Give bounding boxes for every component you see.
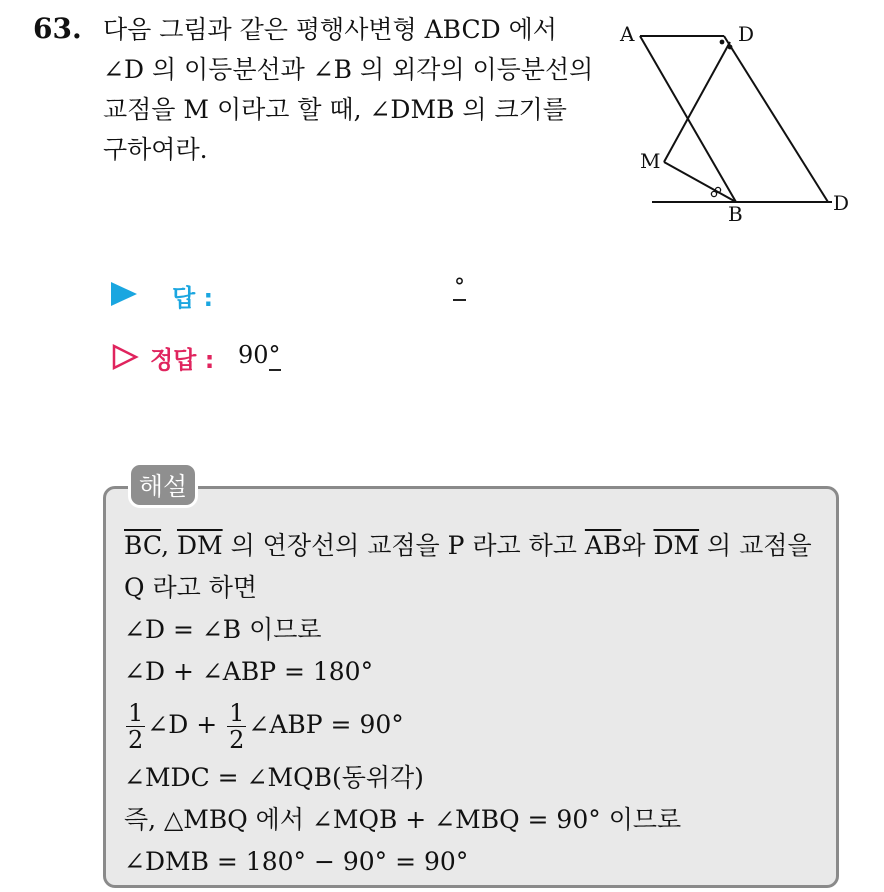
- bisector-dm: [664, 42, 730, 162]
- question-line: 다음 그림과 같은 평행사변형 ABCD 에서: [103, 15, 557, 44]
- solution-line-8: ∠DMB = 180° − 90° = 90°: [124, 847, 469, 876]
- question-text: [103, 10, 593, 170]
- answer-arrow-icon: [111, 282, 137, 306]
- question-line: 구하여라.: [103, 135, 208, 164]
- fraction-half: $\frac{1}{2}$: [128, 699, 144, 754]
- segment-dm: $\overline{DM}$: [176, 531, 223, 560]
- label-a: A: [620, 22, 635, 46]
- segment-dm: $\overline{DM}$: [653, 531, 700, 560]
- label-d-top: D: [738, 22, 755, 46]
- answer-unit: °: [454, 275, 465, 300]
- answer-label: 답 :: [172, 284, 214, 312]
- solution-line-1: $\overline{BC}$, $\overline{DM}$ 의 연장선의 교점을 P 라고 하고 $\overline{AB}$와 $\overline{DM}$ 의 교점을: [124, 531, 812, 560]
- question-number: 63.: [33, 12, 82, 45]
- parallelogram-figure: [610, 14, 870, 234]
- label-m: M: [640, 149, 661, 173]
- side-dc: [724, 36, 828, 202]
- segment-bc: $\overline{BC}$: [124, 531, 162, 560]
- fraction-half: $\frac{1}{2}$: [229, 699, 245, 754]
- label-b: B: [728, 202, 743, 226]
- solution-text: [124, 525, 834, 883]
- solution-line-5: $\frac{1}{2}$ ∠D + $\frac{1}{2}$ ∠ABP = 90°: [128, 699, 404, 754]
- angle-mark-circle: [711, 191, 716, 196]
- correct-triangle-icon: [111, 343, 139, 371]
- question-line: ∠D 의 이등분선과 ∠B 의 외각의 이등분선의: [103, 55, 594, 84]
- solution-title: 해설: [128, 462, 198, 508]
- angle-mark-dot: [720, 40, 725, 45]
- question-line: 교점을 M 이라고 할 때, ∠DMB 의 크기를: [103, 95, 567, 124]
- solution-line-4: ∠D + ∠ABP = 180°: [124, 657, 374, 686]
- solution-line-2: Q 라고 하면: [124, 573, 257, 602]
- solution-line-7: 즉, △MBQ 에서 ∠MQB + ∠MBQ = 90° 이므로: [124, 805, 682, 834]
- solution-line-6: ∠MDC = ∠MQB(동위각): [124, 763, 424, 792]
- correct-number: 90: [238, 341, 269, 369]
- solution-line-3: ∠D = ∠B 이므로: [124, 615, 322, 644]
- segment-ab: $\overline{AB}$: [584, 531, 622, 560]
- correct-unit: °: [268, 341, 281, 369]
- label-d-right: D: [833, 191, 850, 215]
- correct-value: [238, 341, 281, 369]
- correct-label: 정답 :: [150, 346, 215, 374]
- angle-mark-dot: [728, 45, 733, 50]
